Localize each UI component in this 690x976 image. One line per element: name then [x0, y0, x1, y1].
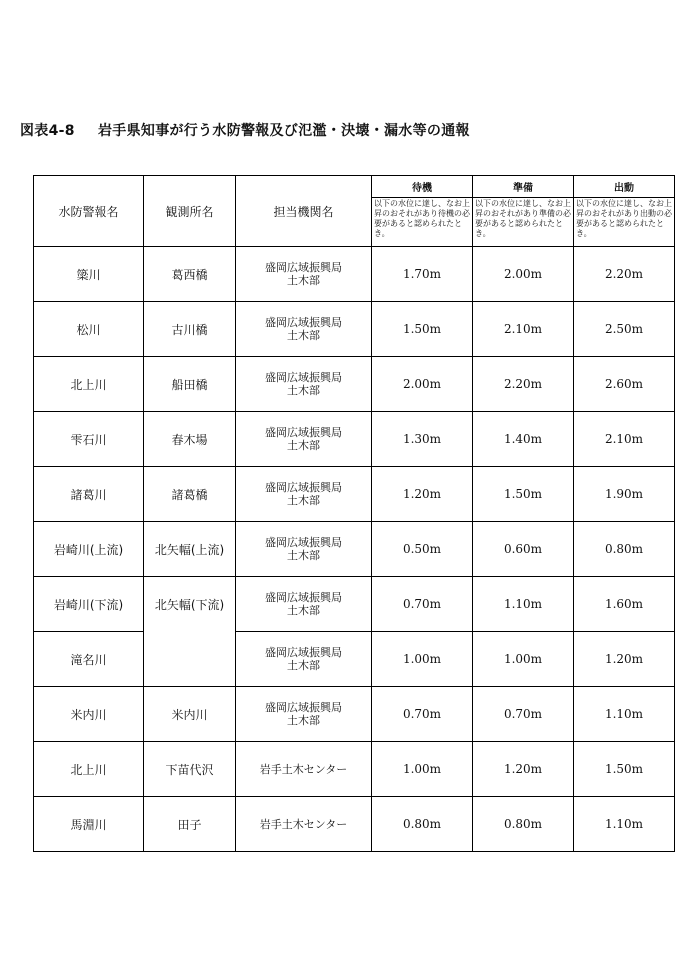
standby-level: 0.50m: [372, 522, 473, 577]
dispatch-level: 1.10m: [574, 797, 675, 852]
figure-label: 図表4-8: [20, 123, 75, 139]
agency-line-2: 土木部: [287, 439, 320, 452]
prepare-level: 0.70m: [473, 687, 574, 742]
river-name: 簗川: [34, 247, 144, 302]
agency-line-1: 盛岡広域振興局: [265, 591, 342, 604]
river-name: 岩崎川(上流): [34, 522, 144, 577]
prepare-level: 1.00m: [473, 632, 574, 687]
dispatch-level: 2.60m: [574, 357, 675, 412]
prepare-level: 1.40m: [473, 412, 574, 467]
standby-level: 1.00m: [372, 742, 473, 797]
dispatch-level: 0.80m: [574, 522, 675, 577]
header-station: 観測所名: [144, 176, 236, 247]
page-title: [20, 120, 470, 140]
station-name: 北矢幅(下流): [144, 577, 236, 687]
agency-name: [236, 797, 372, 852]
prepare-level: 2.20m: [473, 357, 574, 412]
agency-line-1: 盛岡広域振興局: [265, 316, 342, 329]
river-name: 松川: [34, 302, 144, 357]
agency-line-2: 土木部: [287, 604, 320, 617]
desc-prepare: 以下の水位に達し、なお上昇のおそれがあり準備の必要があると認められたとき。: [473, 198, 574, 247]
table-row: [34, 247, 675, 302]
station-name: 諸葛橋: [144, 467, 236, 522]
river-name: 北上川: [34, 742, 144, 797]
dispatch-level: 1.10m: [574, 687, 675, 742]
agency-line-2: 土木部: [287, 659, 320, 672]
dispatch-level: 1.90m: [574, 467, 675, 522]
table-row: [34, 467, 675, 522]
table-row: [34, 742, 675, 797]
standby-level: 1.70m: [372, 247, 473, 302]
agency-line-1: 盛岡広域振興局: [265, 536, 342, 549]
station-name: 春木場: [144, 412, 236, 467]
prepare-level: 2.10m: [473, 302, 574, 357]
header-level-dispatch: 出動: [574, 176, 675, 198]
station-name: 船田橋: [144, 357, 236, 412]
agency-line-2: 土木部: [287, 714, 320, 727]
table-row: [34, 797, 675, 852]
dispatch-level: 1.60m: [574, 577, 675, 632]
flood-warning-table: [33, 175, 675, 852]
agency-name: [236, 247, 372, 302]
station-name: 北矢幅(上流): [144, 522, 236, 577]
agency-name: [236, 577, 372, 632]
table-row: [34, 302, 675, 357]
standby-level: 2.00m: [372, 357, 473, 412]
agency-line-1: 盛岡広域振興局: [265, 646, 342, 659]
river-name: 諸葛川: [34, 467, 144, 522]
agency-line-1: 盛岡広域振興局: [265, 371, 342, 384]
river-name: 雫石川: [34, 412, 144, 467]
prepare-level: 1.20m: [473, 742, 574, 797]
agency-line-2: 土木部: [287, 329, 320, 342]
prepare-level: 0.60m: [473, 522, 574, 577]
river-name: 米内川: [34, 687, 144, 742]
header-level-prepare: 準備: [473, 176, 574, 198]
river-name: 馬淵川: [34, 797, 144, 852]
table-row: [34, 412, 675, 467]
header-river: 水防警報名: [34, 176, 144, 247]
station-name: 田子: [144, 797, 236, 852]
agency-name: [236, 632, 372, 687]
standby-level: 1.20m: [372, 467, 473, 522]
standby-level: 1.00m: [372, 632, 473, 687]
agency-name: [236, 302, 372, 357]
agency-line-1: 盛岡広域振興局: [265, 481, 342, 494]
dispatch-level: 2.10m: [574, 412, 675, 467]
agency-name: [236, 522, 372, 577]
desc-dispatch: 以下の水位に達し、なお上昇のおそれがあり出動の必要があると認められたとき。: [574, 198, 675, 247]
header-agency: 担当機関名: [236, 176, 372, 247]
prepare-level: 0.80m: [473, 797, 574, 852]
header-row: [34, 176, 675, 198]
agency-line-2: 土木部: [287, 494, 320, 507]
station-name: 葛西橋: [144, 247, 236, 302]
dispatch-level: 1.50m: [574, 742, 675, 797]
standby-level: 1.30m: [372, 412, 473, 467]
agency-line-2: 土木部: [287, 384, 320, 397]
header-level-standby: 待機: [372, 176, 473, 198]
agency-name: [236, 742, 372, 797]
standby-level: 0.70m: [372, 687, 473, 742]
station-name: 米内川: [144, 687, 236, 742]
dispatch-level: 1.20m: [574, 632, 675, 687]
dispatch-level: 2.50m: [574, 302, 675, 357]
agency-name: [236, 467, 372, 522]
agency-line-1: 盛岡広域振興局: [265, 261, 342, 274]
river-name: 滝名川: [34, 632, 144, 687]
river-name: 岩崎川(下流): [34, 577, 144, 632]
agency-line-1: 岩手土木センター: [259, 762, 348, 776]
table-row: [34, 687, 675, 742]
station-name: 下苗代沢: [144, 742, 236, 797]
desc-standby: 以下の水位に達し、なお上昇のおそれがあり待機の必要があると認められたとき。: [372, 198, 473, 247]
prepare-level: 1.50m: [473, 467, 574, 522]
table-row: [34, 357, 675, 412]
agency-line-1: 盛岡広域振興局: [265, 701, 342, 714]
title-text: 岩手県知事が行う水防警報及び氾濫・決壊・漏水等の通報: [98, 123, 470, 139]
river-name: 北上川: [34, 357, 144, 412]
table-row: [34, 522, 675, 577]
dispatch-level: 2.20m: [574, 247, 675, 302]
station-name: 古川橋: [144, 302, 236, 357]
prepare-level: 2.00m: [473, 247, 574, 302]
prepare-level: 1.10m: [473, 577, 574, 632]
agency-line-2: 土木部: [287, 549, 320, 562]
agency-name: [236, 357, 372, 412]
agency-name: [236, 687, 372, 742]
agency-name: [236, 412, 372, 467]
agency-line-1: 岩手土木センター: [259, 817, 348, 831]
agency-line-2: 土木部: [287, 274, 320, 287]
standby-level: 1.50m: [372, 302, 473, 357]
agency-line-1: 盛岡広域振興局: [265, 426, 342, 439]
standby-level: 0.80m: [372, 797, 473, 852]
table-row: [34, 632, 675, 687]
table-row: [34, 577, 675, 632]
standby-level: 0.70m: [372, 577, 473, 632]
